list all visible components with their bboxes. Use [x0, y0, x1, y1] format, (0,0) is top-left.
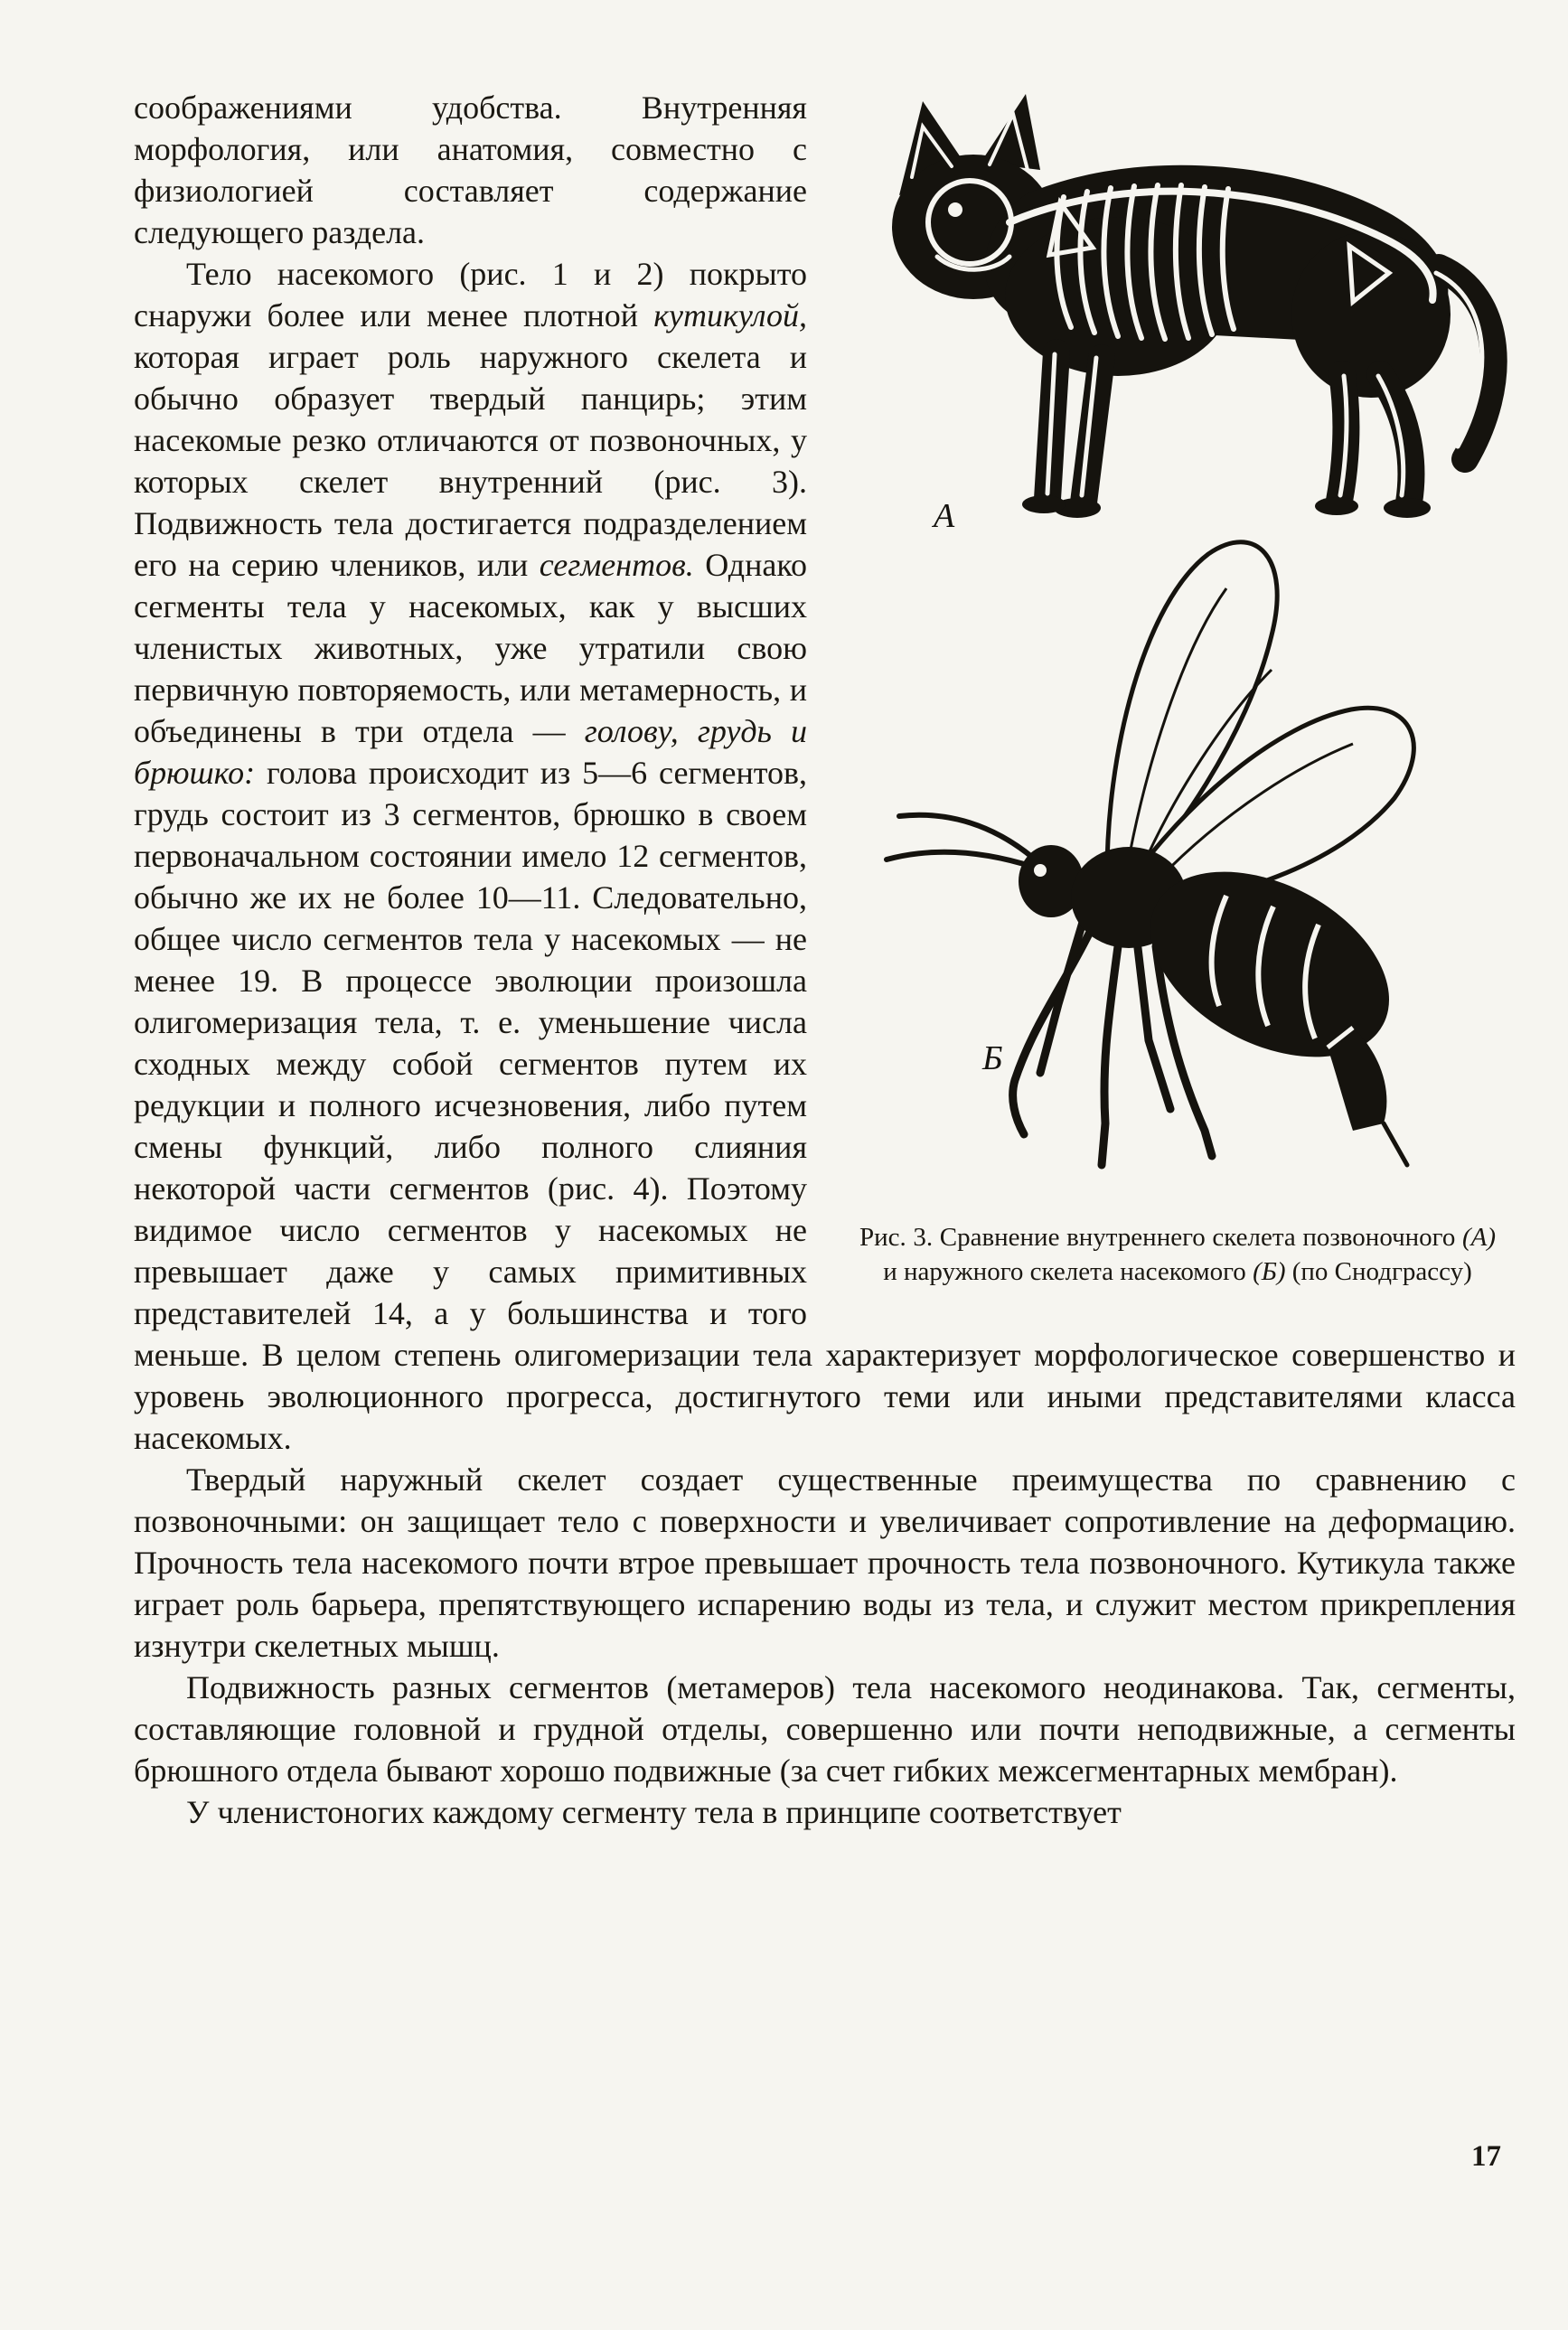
- figure-caption: [847, 1207, 1516, 1289]
- cat-silhouette: [892, 94, 1451, 398]
- figure-3: [847, 87, 1516, 1289]
- text-segment: и наружного скелета насекомого: [883, 1257, 1253, 1286]
- text-segment: соображениями удобства. Внутренняя морфология, или анатомия, совместно с физиологией составляет содержание следующего раздела.: [134, 89, 807, 250]
- body-text: [134, 87, 1516, 1833]
- paragraph: [134, 1459, 1516, 1667]
- text-segment: сегментов.: [539, 547, 694, 583]
- figure-label-vertebrate: А: [934, 497, 955, 535]
- text-segment: голова происходит из 5—6 сегментов, грудь состоит из 3 сегментов, брюшко в своем первоначальном состоянии имело 12 сегментов, обычно же их не более 10—11. Следовательно, общее число сегментов тела у насекомых — не менее 19. В процессе эволюции произошла олигомеризация тела, т. е. уменьшение числа сходных между собой сегментов путем их редукции и полного исчезновения, либо путем смены функций, либо полного слияния некоторой части сегментов (рис. 4). Поэтому видимое число сегментов у насекомых не превышает даже у самых примитивных представителей 14, а у большинства и того меньше. В целом степень олигомеризации тела характеризует морфологическое совершенство и уровень эволюционного прогресса, достигнутого теми или иными представителями класса насекомых.: [134, 755, 1516, 1456]
- text-segment: (А): [1461, 1223, 1496, 1252]
- text-segment: У членистоногих каждому сегменту тела в принципе соответствует: [186, 1794, 1122, 1830]
- text-segment: Тело насекомого (рис. 1 и 2) покрыто снаружи более или менее плотной: [134, 256, 807, 334]
- text-segment: Однако сегменты тела у насекомых, как у высших членистых животных, уже утратили свою первичную повторяемость, или метамерность, и объединены в три отдела —: [134, 547, 807, 749]
- text-segment: Рис. 3. Сравнение внутреннего скелета позвоночного: [859, 1223, 1462, 1252]
- text-segment: которая играет роль наружного скелета и обычно образует твердый панцирь; этим насекомые резко отличаются от позвоночных, у которых скелет внутренний (рис. 3). Подвижность тела достигается подразделением его на серию члеников, или: [134, 339, 807, 583]
- text-segment: (Б): [1253, 1257, 1286, 1286]
- bee-body: [1019, 834, 1421, 1131]
- text-segment: кутикулой,: [653, 297, 807, 334]
- paragraph: [134, 1667, 1516, 1791]
- text-segment: (по Снодграссу): [1285, 1257, 1472, 1286]
- text-segment: голову, грудь и брюшко:: [134, 713, 808, 791]
- figure-3-artwork: [847, 87, 1516, 1207]
- bee-illustration: [847, 498, 1516, 1194]
- page-number: 17: [1471, 2140, 1501, 2173]
- paragraph: [134, 1791, 1516, 1833]
- figure-label-insect: Б: [982, 1039, 1003, 1077]
- bee-wings: [1107, 542, 1413, 905]
- bee-eye: [1034, 864, 1047, 877]
- bee-antennae: [887, 815, 1038, 869]
- text-segment: Подвижность разных сегментов (метамеров) тела насекомого неодинакова. Так, сегменты, составляющие головной и грудной отделы, совершенно или почти неподвижные, а сегменты брюшного отдела бывают хорошо подвижные (за счет гибких межсегментарных мембран).: [134, 1669, 1516, 1789]
- text-segment: Твердый наружный скелет создает существенные преимущества по сравнению с позвоночными: он защищает тело с поверхности и увеличивает сопротивление на деформацию. Прочность тела насекомого почти втрое превышает прочность тела позвоночного. Кутикула также играет роль барьера, препятствующего испарению воды из тела, и служит местом прикрепления изнутри скелетных мышц.: [134, 1461, 1516, 1664]
- cat-skeleton-illustration: [847, 87, 1516, 539]
- bee-stinger: [1384, 1123, 1407, 1165]
